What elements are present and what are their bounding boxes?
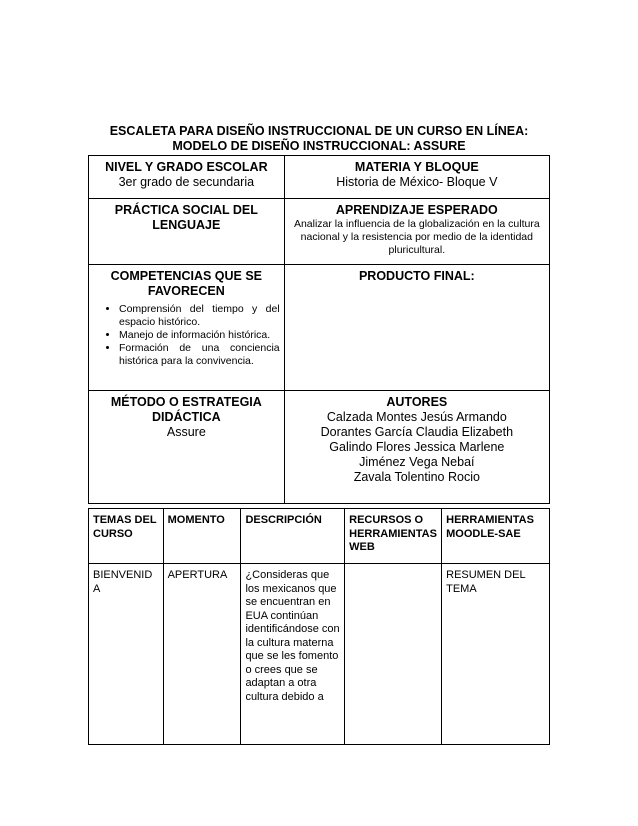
practica-cell [89, 199, 285, 265]
materia-cell [284, 156, 549, 199]
competencia-item: • Formación de una conciencia histórica para la convivencia. [119, 342, 280, 368]
aprendizaje-cell [284, 199, 549, 265]
info-row-nivel-materia [89, 156, 550, 199]
autor-name: Galindo Flores Jessica Marlene [329, 440, 505, 454]
practica-label: PRÁCTICA SOCIAL DEL LENGUAJE [114, 203, 258, 232]
metodo-value: Assure [166, 425, 206, 439]
info-row-practica-aprendizaje [89, 199, 550, 265]
document-title [88, 124, 550, 154]
header-recursos: RECURSOS O HERRAMIENTAS WEB [345, 509, 442, 564]
cell-tema: BIENVENIDA [89, 564, 164, 745]
nivel-cell [89, 156, 285, 199]
autores-label: AUTORES [386, 395, 448, 409]
course-plan-table [88, 508, 550, 745]
materia-value: Historia de México- Bloque V [336, 175, 498, 189]
autor-name: Calzada Montes Jesús Armando [326, 410, 507, 424]
autor-name: Zavala Tolentino Rocio [353, 470, 480, 484]
cell-momento: APERTURA [163, 564, 241, 745]
metodo-label: MÉTODO O ESTRATEGIA DIDÁCTICA [110, 395, 262, 424]
table-row [89, 564, 550, 745]
cell-recursos [345, 564, 442, 745]
cell-descripcion: ¿Consideras que los mexicanos que se encuentran en EUA continúan identificándose con la cultura materna que se les fomento o crees que se adaptan a otra cultura debido a [241, 564, 345, 745]
header-descripcion: DESCRIPCIÓN [241, 509, 345, 564]
info-row-metodo-autores [89, 391, 550, 504]
metodo-cell [89, 391, 285, 504]
producto-label: PRODUCTO FINAL: [358, 269, 475, 283]
cell-moodle: RESUMEN DEL TEMA [442, 564, 550, 745]
competencias-label: COMPETENCIAS QUE SE FAVORECEN [110, 269, 263, 298]
plan-header-row [89, 509, 550, 564]
autores-cell [284, 391, 549, 504]
nivel-label: NIVEL Y GRADO ESCOLAR [105, 160, 268, 174]
title-line-2: MODELO DE DISEÑO INSTRUCCIONAL: ASSURE [172, 139, 466, 153]
competencia-item: • Comprensión del tiempo y del espacio histórico. [119, 303, 280, 329]
header-moodle: HERRAMIENTAS MOODLE-SAE [442, 509, 550, 564]
header-momento: MOMENTO [163, 509, 241, 564]
competencia-item: • Manejo de información histórica. [119, 329, 280, 342]
course-info-table [88, 155, 550, 504]
competencias-cell [89, 265, 285, 391]
producto-cell [284, 265, 549, 391]
aprendizaje-label: APRENDIZAJE ESPERADO [335, 203, 498, 217]
title-line-1: ESCALETA PARA DISEÑO INSTRUCCIONAL DE UN CURSO EN LÍNEA: [109, 124, 529, 138]
autor-name: Jiménez Vega Nebaí [359, 455, 475, 469]
info-row-competencias-producto [89, 265, 550, 391]
aprendizaje-value: Analizar la influencia de la globalización en la cultura nacional y la resistencia por medio de la identidad pluricultural. [293, 218, 540, 256]
nivel-value: 3er grado de secundaria [118, 175, 255, 189]
header-temas: TEMAS DEL CURSO [89, 509, 164, 564]
materia-label: MATERIA Y BLOQUE [354, 160, 479, 174]
competencias-list [93, 303, 280, 368]
autor-name: Dorantes García Claudia Elizabeth [320, 425, 514, 439]
